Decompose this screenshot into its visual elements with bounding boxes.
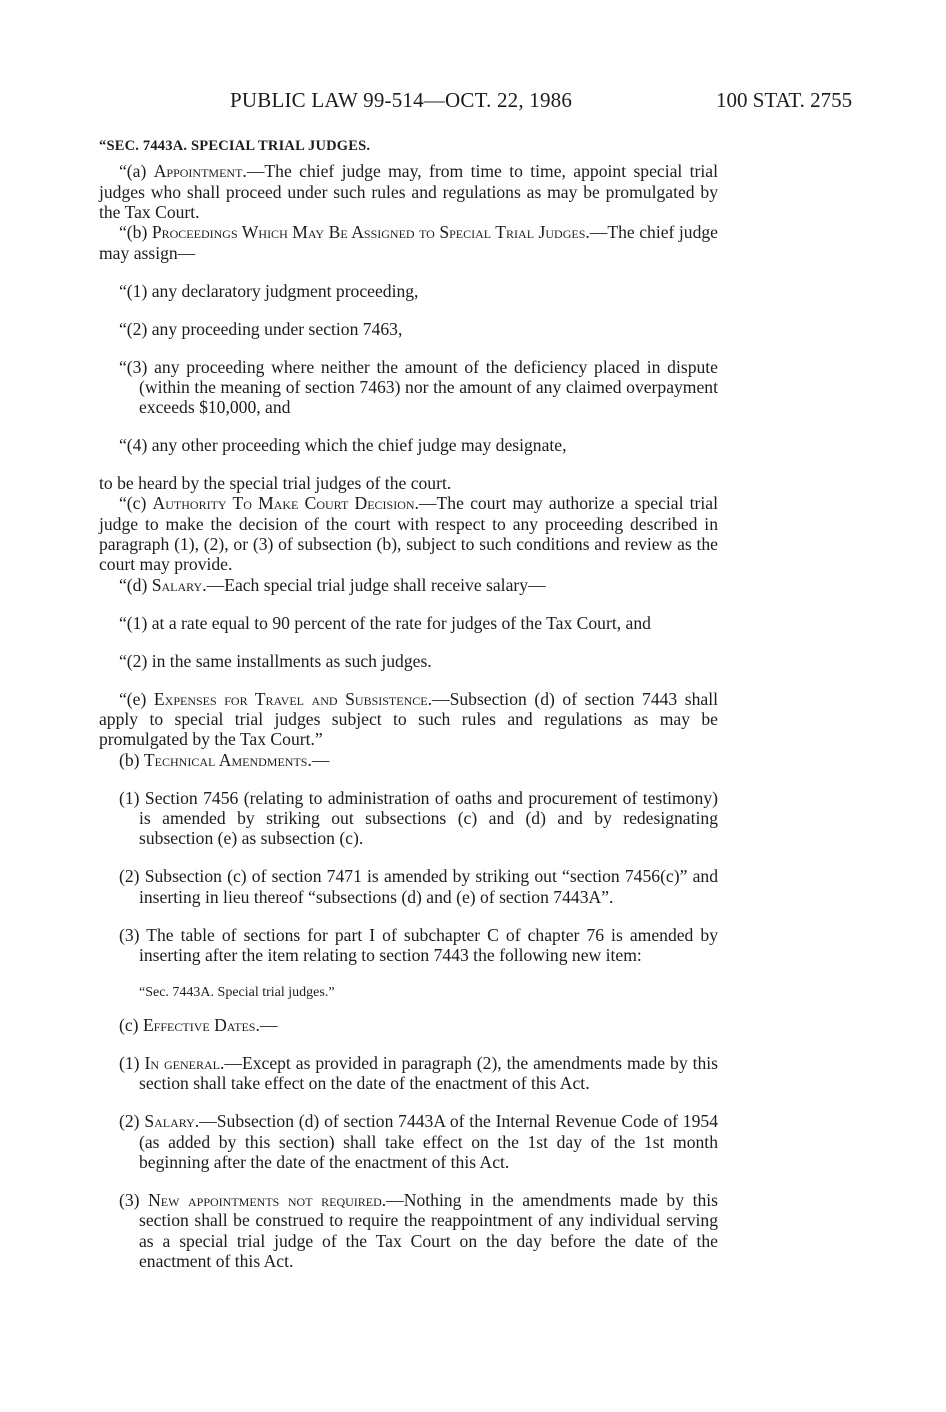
subsection-b: “(b) Proceedings Which May Be Assigned to Special Trial Judges.—The chief judge may assign— bbox=[99, 222, 718, 263]
closing-line: to be heard by the special trial judges of the court. bbox=[99, 473, 452, 494]
paragraph-heading: In general bbox=[144, 1053, 220, 1074]
body-text bbox=[99, 136, 718, 1289]
list-item: “(4) any other proceeding which the chief judge may designate, bbox=[119, 435, 567, 456]
list-item: (2) Subsection (c) of section 7471 is amended by striking out “section 7456(c)” and inserting in lieu thereof “subsections (d) and (e) of section 7443A”. bbox=[119, 866, 718, 907]
subsection-e: “(e) Expenses for Travel and Subsistence.—Subsection (d) of section 7443 shall apply to special trial judges subject to such rules and regulations as may be promulgated by the Tax Court.” bbox=[99, 688, 718, 750]
paragraph-heading: New appointments not required bbox=[148, 1189, 382, 1210]
subsection-heading: Authority To Make Court Decision bbox=[152, 493, 415, 514]
subsection-heading: Appointment bbox=[153, 161, 243, 182]
subsection-d: “(d) Salary.—Each special trial judge shall receive salary— bbox=[119, 574, 546, 595]
subsection-heading: Expenses for Travel and Subsistence bbox=[153, 688, 428, 709]
subsection-c: “(c) Authority To Make Court Decision.—The court may authorize a special trial judge to make the decision of the court with respect to any proceeding described in paragraph (1), (2), or (3) of subsection (b), subject to such conditions and review as the court may provide. bbox=[99, 493, 718, 575]
list-item: (1) Section 7456 (relating to administration of oaths and procurement of testimony) is amended by striking out subsections (c) and (d) and by redesignating subsection (e) as subsection (c). bbox=[119, 787, 718, 849]
subsection-heading: Proceedings Which May Be Assigned to Special Trial Judges bbox=[151, 222, 586, 243]
subsection-heading: Effective Dates bbox=[142, 1015, 256, 1036]
list-item: “(3) any proceeding where neither the amount of the deficiency placed in dispute (within the meaning of section 7463) nor the amount of any claimed overpayment exceeds $10,000, and bbox=[119, 356, 718, 418]
running-head: PUBLIC LAW 99-514—OCT. 22, 1986 bbox=[230, 88, 573, 112]
list-item: “(2) in the same installments as such judges. bbox=[119, 650, 432, 671]
paragraph-heading: Salary bbox=[144, 1111, 195, 1132]
page-header bbox=[0, 88, 946, 118]
list-item: “(1) at a rate equal to 90 percent of the rate for judges of the Tax Court, and bbox=[119, 612, 651, 633]
subsection-heading: Salary bbox=[151, 574, 203, 595]
list-item: “(1) any declaratory judgment proceeding, bbox=[119, 280, 419, 301]
table-of-sections-item: “Sec. 7443A. Special trial judges.” bbox=[139, 984, 335, 1000]
list-item: “(2) any proceeding under section 7463, bbox=[119, 318, 403, 339]
subsection-heading: Technical Amendments bbox=[143, 749, 308, 770]
subsection-a: “(a) Appointment.—The chief judge may, from time to time, appoint special trial judges who shall proceed under such rules and regulations as may be promulgated by the Tax Court. bbox=[99, 161, 718, 223]
effective-date-paragraph: (3) New appointments not required.—Nothing in the amendments made by this section shall be construed to require the reappointment of any individual serving as a special trial judge of the Tax Court on the day before the date of the enactment of this Act. bbox=[119, 1189, 718, 1271]
section-title: “SEC. 7443A. SPECIAL TRIAL JUDGES. bbox=[99, 138, 371, 154]
technical-amendments: (b) Technical Amendments.— bbox=[119, 749, 330, 770]
effective-dates: (c) Effective Dates.— bbox=[119, 1015, 278, 1036]
statute-citation: 100 STAT. 2755 bbox=[716, 88, 853, 112]
effective-date-paragraph: (1) In general.—Except as provided in paragraph (2), the amendments made by this section shall take effect on the date of the enactment of this Act. bbox=[119, 1053, 719, 1094]
list-item: (3) The table of sections for part I of subchapter C of chapter 76 is amended by inserting after the item relating to section 7443 the following new item: bbox=[119, 924, 718, 965]
effective-date-paragraph: (2) Salary.—Subsection (d) of section 7443A of the Internal Revenue Code of 1954 (as added by this section) shall take effect on the 1st day of the 1st month beginning after the date of the enactment of this Act. bbox=[119, 1111, 718, 1173]
